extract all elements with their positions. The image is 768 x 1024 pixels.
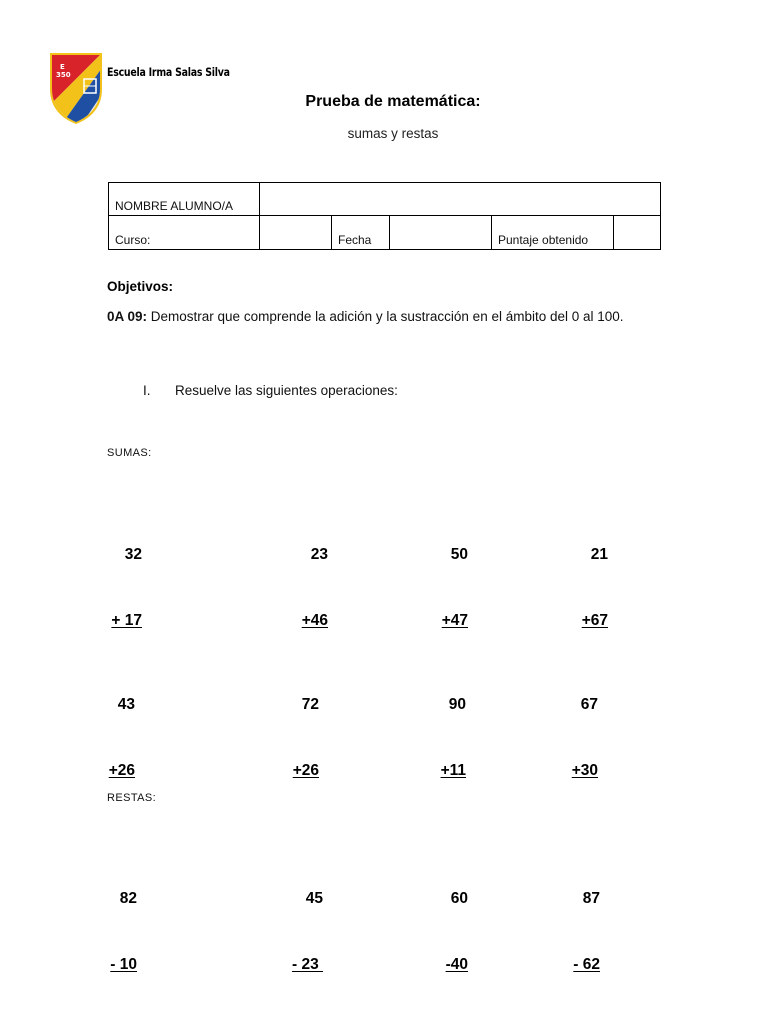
sum-operation — [562, 650, 598, 804]
operand-top: 50 — [450, 546, 468, 563]
section-number: I. — [143, 383, 151, 398]
section-instruction-text: Resuelve las siguientes operaciones: — [175, 383, 398, 398]
section-instruction — [143, 383, 398, 398]
operand-top: 45 — [305, 890, 323, 907]
sum-operation — [107, 500, 142, 654]
restas-label: RESTAS: — [107, 792, 157, 804]
sum-operation — [107, 650, 135, 804]
operand-bottom: +26 — [292, 762, 319, 779]
objectives-heading: Objetivos: — [107, 279, 174, 294]
course-label: Curso: — [109, 216, 260, 250]
operand-bottom: +30 — [571, 762, 598, 779]
operand-bottom: +46 — [301, 612, 328, 629]
sum-operation — [430, 650, 466, 804]
course-field[interactable] — [260, 216, 332, 250]
operand-bottom: - 10 — [110, 956, 137, 973]
student-name-field[interactable] — [260, 183, 661, 216]
subtraction-operation — [439, 844, 468, 998]
objective-code: 0A 09: — [107, 309, 148, 324]
logo-letter: E — [60, 63, 65, 71]
operand-top: 82 — [119, 890, 137, 907]
operand-bottom: + 17 — [111, 612, 142, 629]
operand-top: 23 — [310, 546, 328, 563]
operand-top: 60 — [450, 890, 468, 907]
score-field[interactable] — [614, 216, 661, 250]
sum-operation — [430, 500, 468, 654]
objective-text — [107, 307, 663, 327]
operand-bottom: +11 — [440, 762, 466, 779]
subtraction-operation — [107, 844, 137, 998]
operand-bottom: +47 — [441, 612, 468, 629]
sum-operation — [283, 650, 319, 804]
objective-description: Demostrar que comprende la adición y la sustracción en el ámbito del 0 al 100. — [147, 309, 624, 324]
operand-top: 32 — [124, 546, 142, 563]
sum-operation — [570, 500, 608, 654]
date-label: Fecha — [332, 216, 390, 250]
page-title: Prueba de matemática: — [305, 93, 481, 110]
operand-bottom: -40 — [445, 956, 468, 973]
operand-top: 90 — [448, 696, 466, 713]
sum-operation — [290, 500, 328, 654]
operand-bottom: - 23 — [291, 956, 323, 973]
operand-top: 67 — [580, 696, 598, 713]
student-name-label: NOMBRE ALUMNO/A — [109, 183, 260, 216]
score-label: Puntaje obtenido — [492, 216, 614, 250]
logo-number: 350 — [56, 71, 71, 79]
school-name: Escuela Irma Salas Silva — [107, 65, 230, 79]
subtraction-operation — [287, 844, 323, 998]
subtraction-operation — [568, 844, 600, 998]
operand-bottom: +26 — [108, 762, 135, 779]
school-crest-logo — [48, 51, 104, 124]
operand-top: 43 — [117, 696, 135, 713]
date-field[interactable] — [390, 216, 492, 250]
operand-bottom: +67 — [581, 612, 608, 629]
page-subtitle: sumas y restas — [347, 126, 439, 141]
operand-top: 72 — [301, 696, 319, 713]
operand-bottom: - 62 — [573, 956, 600, 973]
operand-top: 87 — [582, 890, 600, 907]
sumas-label: SUMAS: — [107, 447, 152, 459]
student-info-table — [108, 182, 661, 250]
operand-top: 21 — [590, 546, 608, 563]
